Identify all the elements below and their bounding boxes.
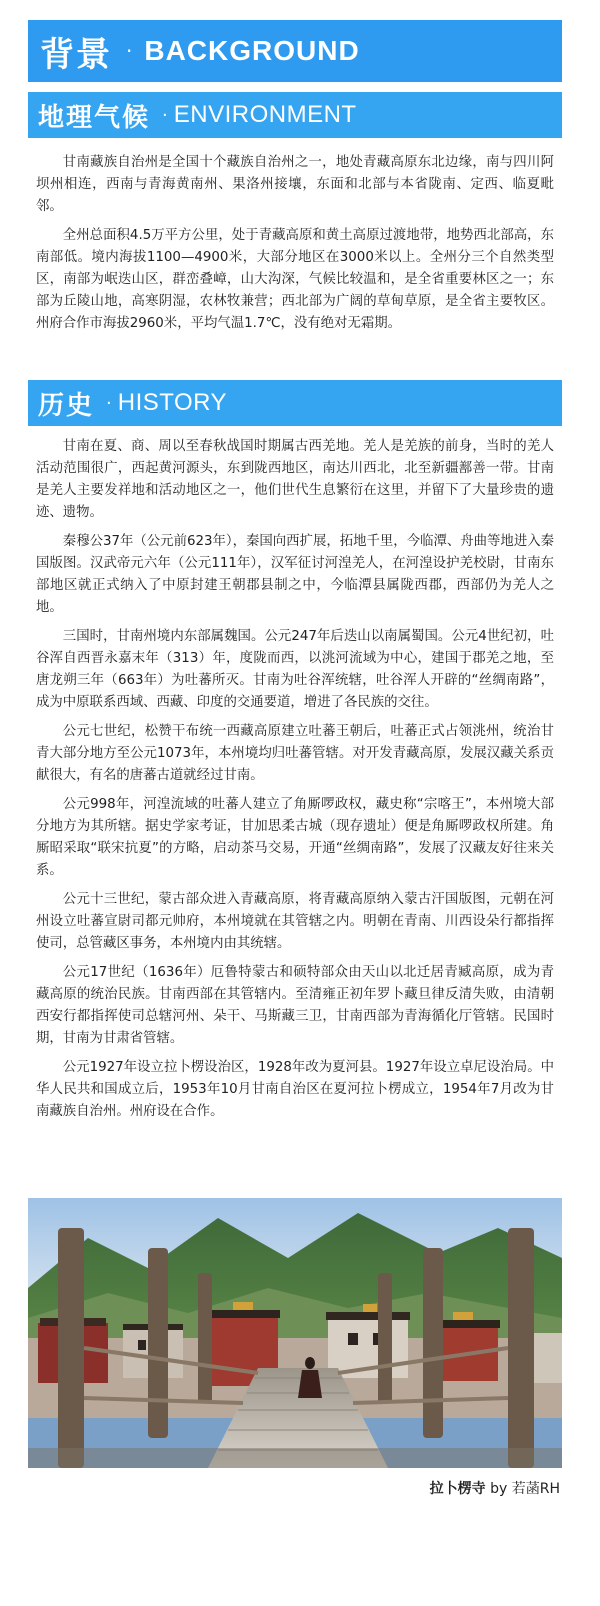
environment-body xyxy=(36,152,554,342)
monastery-bridge-illustration xyxy=(28,1198,562,1468)
environment-separator: · xyxy=(162,104,168,126)
history-paragraph: 公元998年，河湟流域的吐蕃人建立了角厮啰政权，藏史称“宗喀王”，本州境大部分地方为其所辖。据史学家考证，甘加思柔古城（现存遗址）便是角厮啰政权所建。角厮昭采取“联宋抗夏”的方略，启动茶马交易，开通“丝绸南路”，发展了汉藏友好往来关系。 xyxy=(36,797,554,878)
history-paragraph: 公元1927年设立拉卜楞设治区，1928年改为夏河县。1927年设立卓尼设治局。中华人民共和国成立后，1953年10月甘南自治区在夏河拉卜楞成立，1954年7月改为甘南藏族自治州。州府设在合作。 xyxy=(36,1060,554,1119)
caption-place: 拉卜楞寺 xyxy=(429,1481,486,1497)
environment-paragraph: 全州总面积4.5万平方公里，处于青藏高原和黄土高原过渡地带，地势西北部高，东南部低。境内海拔1100—4900米，大部分地区在3000米以上。全州分三个自然类型区，南部为岷迭山区，群峦叠嶂，山大沟深，气候比较温和，是全省重要林区之一；东部为丘陵山地，高寒阴湿，农林牧兼营；西北部为广阔的草甸草原，是全省主要牧区。州府合作市海拔2960米，平均气温1.7℃，没有绝对无霜期。 xyxy=(36,228,554,331)
history-title-en: HISTORY xyxy=(117,389,228,416)
environment-section-header xyxy=(28,92,562,138)
history-paragraph: 公元17世纪（1636年）厄鲁特蒙古和硕特部众由天山以北迁居青臧高原，成为青藏高原的统治民族。甘南西部在其管辖内。至清雍正初年罗卜藏旦律反清失败，由清朝西安行都指挥使司总辖河州、朵干、马斯藏三卫，甘南西部为青海循化厅管辖。民国时期，甘南为甘肃省管辖。 xyxy=(36,965,554,1046)
header-title-en: BACKGROUND xyxy=(144,35,360,66)
environment-paragraph: 甘南藏族自治州是全国十个藏族自治州之一，地处青藏高原东北边缘，南与四川阿坝州相连，西南与青海黄南州、果洛州接壤，东面和北部与本省陇南、定西、临夏毗邻。 xyxy=(36,155,554,214)
monastery-photo xyxy=(28,1198,562,1468)
history-paragraph: 公元十三世纪，蒙古部众进入青藏高原，将青藏高原纳入蒙古汗国版图，元朝在河州设立吐蕃宣尉司都元帅府，本州境就在其管辖之内。明朝在青南、川西设朵行都指挥使司，总管藏区事务，本州境内由其统辖。 xyxy=(36,892,554,951)
history-section-header xyxy=(28,380,562,426)
header-separator: · xyxy=(126,39,133,63)
caption-credit: by 若菡RH xyxy=(490,1481,560,1497)
history-paragraph: 甘南在夏、商、周以至春秋战国时期属古西羌地。羌人是羌族的前身，当时的羌人活动范围很广，西起黄河源头，东到陇西地区，南达川西北，北至新疆鄯善一带。甘南是羌人主要发祥地和活动地区之一，他们世代生息繁衍在这里，并留下了大量珍贵的遗迹、遗物。 xyxy=(36,439,554,520)
environment-title-cn: 地理气候 xyxy=(38,102,151,133)
history-separator: · xyxy=(106,392,112,414)
page-header xyxy=(28,20,562,82)
history-paragraph: 秦穆公37年（公元前623年），秦国向西扩展，拓地千里，今临潭、舟曲等地进入秦国版图。汉武帝元六年（公元111年），汉军征讨河湟羌人，在河湟设护羌校尉，甘南东部地区就正式纳入了中原封建王朝郡县制之中，今临潭县属陇西郡，西部仍为羌人之地。 xyxy=(36,534,554,615)
history-title-cn: 历史 xyxy=(38,390,95,421)
history-body xyxy=(36,436,554,1130)
history-paragraph: 公元七世纪，松赞干布统一西藏高原建立吐蕃王朝后，吐蕃正式占领洮州，统治甘青大部分地方至公元1073年，本州境均归吐蕃管辖。对开发青藏高原，发展汉藏关系贡献很大，有名的唐蕃古道就经过甘南。 xyxy=(36,724,554,783)
environment-title-en: ENVIRONMENT xyxy=(173,101,357,128)
header-title-cn: 背景 xyxy=(40,34,112,75)
photo-caption xyxy=(430,1478,560,1498)
history-paragraph: 三国时，甘南州境内东部属魏国。公元247年后迭山以南属蜀国。公元4世纪初，吐谷浑自西晋永嘉末年（313）年，度陇而西，以洮河流域为中心，建国于郡羌之地，至唐龙朔三年（663年）为吐蕃所灭。甘南为吐谷浑统辖，吐谷浑人开辟的“丝绸南路”，成为中原联系西域、西藏、印度的交通要道，增进了各民族的交往。 xyxy=(36,629,554,710)
